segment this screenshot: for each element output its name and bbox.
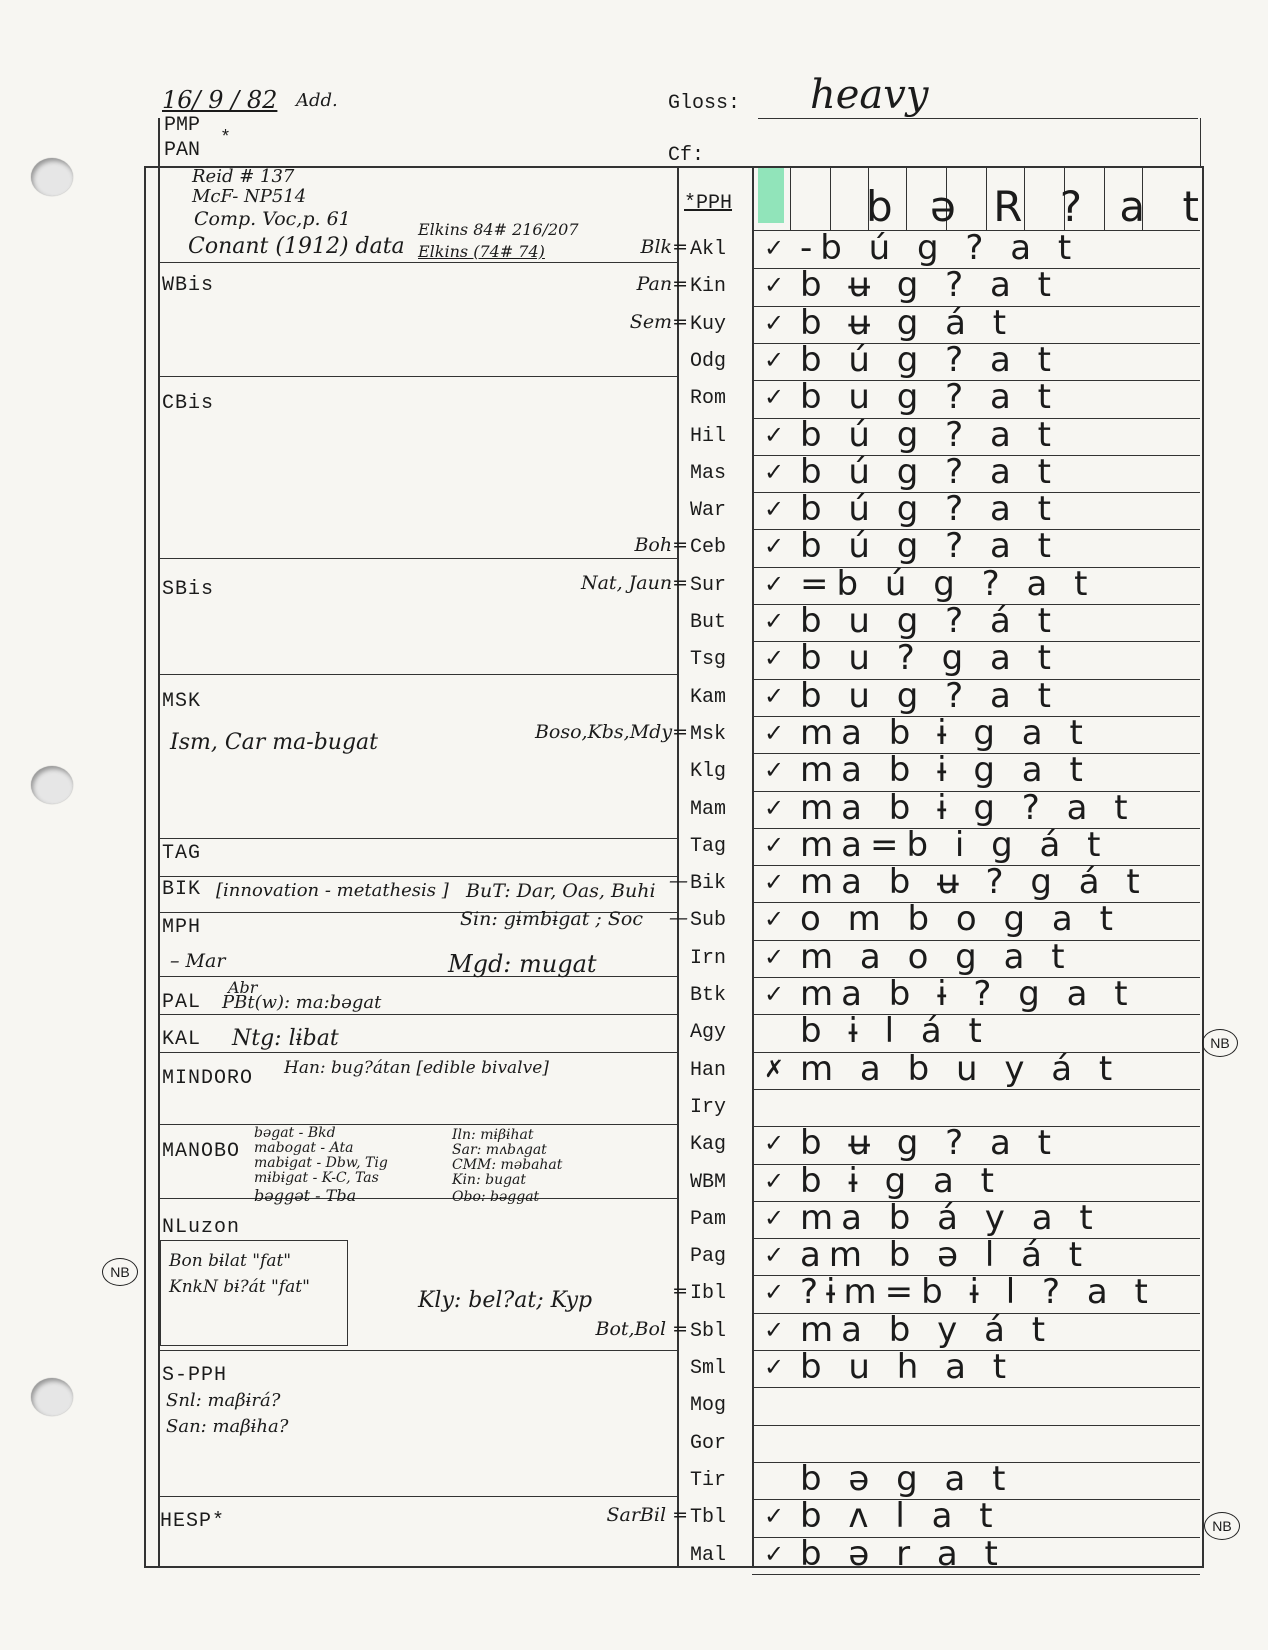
language-prefix: Pan= <box>636 273 688 296</box>
reflex-form: ma b ɨ g a t <box>800 750 1091 791</box>
reflex-form: b ʉ g ? a t <box>800 265 1059 306</box>
binder-hole-middle <box>31 766 73 804</box>
check-mark: ✓ <box>764 1166 785 1195</box>
pan-label: PAN <box>164 139 201 162</box>
binder-hole-bottom <box>31 1378 73 1416</box>
reflex-form: ma b ɨ g a t <box>800 712 1091 753</box>
reflex-form: ma b ɨ g ? a t <box>800 787 1136 828</box>
grid-cell-divider <box>790 168 791 230</box>
gloss-value: heavy <box>810 72 929 118</box>
section-line <box>158 1496 678 1497</box>
reflex-form: b ʌ l a t <box>800 1496 1001 1537</box>
ref-mcf: McF- NP514 <box>192 186 307 207</box>
language-code: Mam <box>690 797 727 821</box>
check-mark: ✓ <box>764 942 785 971</box>
reflex-form: ma b á y a t <box>800 1197 1101 1238</box>
check-mark: ✓ <box>764 532 785 561</box>
ref-comp: Comp. Voc,p. 61 <box>194 208 351 230</box>
language-code: Kin <box>690 275 727 299</box>
section-cbis: CBis <box>162 392 215 415</box>
section-kal: KAL <box>162 1028 202 1051</box>
note-pal: PBt(w): ma:bəgat <box>222 992 382 1013</box>
manobo-right-item: Obo: bəggat <box>452 1189 540 1205</box>
language-code: Btk <box>690 984 727 1007</box>
check-mark: ✓ <box>764 1315 785 1344</box>
note-mar: – Mar <box>170 950 226 972</box>
language-prefix: Boh= <box>634 534 688 557</box>
binder-hole-top <box>31 158 73 196</box>
check-mark: ✓ <box>764 1241 785 1270</box>
check-mark: ✓ <box>764 830 785 859</box>
reflex-form: ma=b i g á t <box>800 824 1109 865</box>
language-code: Tag <box>690 834 727 858</box>
left-rule <box>158 118 160 1566</box>
note-abr: Abr <box>228 978 258 997</box>
language-code: Hil <box>690 424 727 448</box>
language-code: Sml <box>690 1357 727 1380</box>
language-code: Gor <box>690 1431 727 1455</box>
check-mark: ✓ <box>764 756 785 785</box>
section-line <box>158 1350 678 1351</box>
check-mark: ✓ <box>764 495 785 524</box>
check-mark: ✓ <box>764 1203 785 1232</box>
language-prefix: Blk= <box>640 236 688 258</box>
language-code: Sub <box>690 909 727 933</box>
reflex-form: b ʉ g ? a t <box>800 1123 1059 1164</box>
language-code: Tbl <box>690 1506 727 1530</box>
check-mark: ✓ <box>764 1278 785 1307</box>
check-mark: ✓ <box>764 868 785 897</box>
reflex-form: b ɨ g a t <box>800 1160 1003 1201</box>
section-line <box>158 1198 678 1199</box>
check-mark: ✗ <box>764 1054 785 1083</box>
note-kal: Ntg: lɨbat <box>232 1026 339 1051</box>
reflex-form: ma b ɨ ? g a t <box>800 974 1136 1014</box>
right-top-rule <box>1200 118 1201 166</box>
reflex-form: b u g ? á t <box>800 601 1059 641</box>
language-prefix: Nat, Jaun= <box>580 571 688 594</box>
note-ism: Ism, Car ma-bugat <box>170 730 378 755</box>
note-but: BuT: Dar, Oas, Buhi <box>466 880 656 902</box>
section-sbis: SBis <box>162 578 215 601</box>
section-tag: TAG <box>162 842 202 865</box>
section-mindoro: MINDORO <box>162 1067 254 1090</box>
check-mark: ✓ <box>764 905 785 934</box>
gloss-label: Gloss: <box>668 92 741 115</box>
check-mark: ✓ <box>764 345 785 374</box>
check-mark: ✓ <box>764 1539 785 1568</box>
language-code: Bik <box>690 872 727 896</box>
check-mark: ✓ <box>764 420 785 449</box>
check-mark: ✓ <box>764 1502 785 1531</box>
check-mark: ✓ <box>764 644 785 673</box>
reflex-form: -b ú g ? a t <box>800 228 1080 268</box>
manobo-left-item: bəgat - Bkd <box>254 1125 336 1141</box>
manobo-right-item: CMM: məbahat <box>452 1157 563 1173</box>
note-knkn: KnkN bɨ?át "fat" <box>169 1277 310 1297</box>
language-code: Agy <box>690 1021 727 1045</box>
note-bon: Bon bɨlat "fat" <box>169 1251 292 1271</box>
row-rule <box>752 1387 1200 1388</box>
note-san: San: maβɨha? <box>166 1416 289 1437</box>
check-mark: ✓ <box>764 718 785 747</box>
language-code: Mal <box>690 1543 727 1567</box>
proto-form: b ə R ? a t <box>866 182 1211 231</box>
note-sin: Sin: gɨmbɨgat ; Soc <box>460 908 643 930</box>
language-prefix: Bot,Bol = <box>595 1317 688 1340</box>
section-line <box>158 1014 678 1015</box>
manobo-right-item: Iln: mɨβɨhat <box>452 1127 534 1143</box>
language-code: Klg <box>690 760 727 784</box>
manobo-right-list <box>452 1128 562 1205</box>
check-mark: ✓ <box>764 1129 785 1158</box>
nb-marker-agy: NB <box>1202 1029 1238 1057</box>
section-line <box>158 838 678 839</box>
reflex-form: ?ɨm=b ɨ l ? a t <box>800 1272 1156 1313</box>
manobo-left-item: bəggət - Tba <box>254 1186 357 1205</box>
reflex-form: b u g ? a t <box>800 675 1059 716</box>
highlight-mark <box>758 168 784 223</box>
section-line <box>158 1052 678 1053</box>
ref-elkins-2: Elkins (74# 74) <box>418 242 545 261</box>
language-code: Rom <box>690 387 727 411</box>
language-code: Odg <box>690 349 727 373</box>
section-line <box>158 376 678 377</box>
section-pal: PAL <box>162 991 202 1014</box>
section-msk: MSK <box>162 690 202 713</box>
ref-conant: Conant (1912) data <box>188 234 405 259</box>
check-mark: ✓ <box>764 1353 785 1381</box>
language-code: Kag <box>690 1133 727 1157</box>
manobo-left-list <box>254 1126 388 1203</box>
manobo-right-item: Sar: mʌbʌgat <box>452 1142 547 1158</box>
section-line <box>158 558 678 559</box>
reflex-form: b ú g ? a t <box>800 414 1059 455</box>
reflex-form: ma b y á t <box>800 1309 1054 1350</box>
reflex-form: m a b u y á t <box>800 1048 1121 1089</box>
language-code: Pam <box>690 1207 727 1231</box>
language-code: War <box>690 499 727 523</box>
language-prefix: — <box>669 870 688 893</box>
row-rule <box>752 1425 1200 1426</box>
reflex-form: b ú g ? a t <box>800 339 1059 380</box>
check-mark: ✓ <box>764 234 785 262</box>
reflex-form: b u h a t <box>800 1347 1015 1387</box>
section-line <box>158 876 678 877</box>
reflex-form: b u ? g a t <box>800 638 1059 679</box>
language-code: Tir <box>690 1468 727 1492</box>
nb-marker-left: NB <box>102 1258 138 1286</box>
section-line <box>158 1124 678 1125</box>
ref-elkins-1: Elkins 84# 216/207 <box>418 220 579 239</box>
section-manobo: MANOBO <box>162 1140 241 1163</box>
note-bik-innovation: [innovation - metathesis ] <box>216 880 449 901</box>
reflex-form: b ɨ l á t <box>800 1011 990 1052</box>
reflex-form: b u g ? a t <box>800 377 1059 418</box>
gloss-underline <box>758 118 1198 119</box>
reflex-form: b ú g ? a t <box>800 526 1059 567</box>
ref-reid: Reid # 137 <box>192 166 295 187</box>
check-mark: ✓ <box>764 308 785 337</box>
language-prefix: — <box>669 907 688 930</box>
language-prefix: Boso,Kbs,Mdy= <box>534 720 688 743</box>
section-line <box>158 262 678 263</box>
section-line <box>158 674 678 675</box>
language-code: Kam <box>690 685 727 709</box>
row-rule <box>752 1089 1200 1090</box>
language-code: Iry <box>690 1095 727 1119</box>
reflex-form: b ə g a t <box>800 1458 1014 1499</box>
proto-label: *PPH <box>684 192 733 215</box>
check-mark: ✓ <box>764 383 785 412</box>
language-code: Mog <box>690 1394 727 1418</box>
date-note: Add. <box>296 90 338 111</box>
reflex-form: b ʉ g á t <box>800 302 1015 343</box>
reflex-form: b ú g ? a t <box>800 451 1059 492</box>
grid-cell-divider <box>830 168 831 230</box>
language-prefix: SarBil = <box>606 1504 688 1527</box>
reflex-form: am b ə l á t <box>800 1235 1091 1276</box>
reflex-form: b ú g ? a t <box>800 489 1059 530</box>
language-code: WBM <box>690 1170 727 1194</box>
reflex-form: =b ú g ? a t <box>800 563 1096 604</box>
note-snl: Snl: maβɨrá? <box>166 1390 281 1411</box>
reflex-form: m a o g a t <box>800 936 1073 977</box>
language-code: Ceb <box>690 536 727 560</box>
check-mark: ✓ <box>764 569 785 598</box>
language-code: Irn <box>690 946 727 970</box>
language-code: Akl <box>690 238 727 261</box>
manobo-left-item: mabogat - Ata <box>254 1140 354 1156</box>
pmp-label: PMP <box>164 114 201 137</box>
section-wbis: WBis <box>162 274 215 297</box>
check-mark: ✓ <box>764 793 785 822</box>
check-mark: ✓ <box>764 681 785 710</box>
language-code: But <box>690 611 727 634</box>
section-mph: MPH <box>162 916 202 939</box>
language-code: Sbl <box>690 1319 727 1343</box>
language-code: Pag <box>690 1245 727 1269</box>
language-code: Ibl <box>690 1282 727 1306</box>
manobo-left-item: mɨbɨgat - K-C, Tas <box>254 1170 379 1186</box>
language-prefix: Sem= <box>629 310 688 333</box>
reflex-form: ma b ʉ ? g á t <box>800 862 1148 903</box>
language-prefix: = <box>672 1280 688 1303</box>
language-code: Mas <box>690 461 727 485</box>
check-mark: ✓ <box>764 271 785 300</box>
nb-marker-tbl: NB <box>1204 1512 1240 1540</box>
date: 16/ 9 / 82 <box>162 86 278 114</box>
language-code: Tsg <box>690 648 727 672</box>
pmp-asterisk: * <box>222 126 230 146</box>
manobo-left-item: mabɨgat - Dbw, Tig <box>254 1155 388 1171</box>
section-spph: S-PPH <box>162 1364 228 1387</box>
language-code: Han <box>690 1058 727 1082</box>
section-bik: BIK <box>162 878 202 901</box>
section-hesp: HESP* <box>160 1510 226 1533</box>
section-nluzon: NLuzon <box>162 1216 241 1239</box>
language-code: Msk <box>690 722 727 746</box>
check-mark: ✓ <box>764 980 785 1008</box>
check-mark: ✓ <box>764 457 785 486</box>
reflex-form: b ə r a t <box>800 1533 1006 1574</box>
manobo-right-item: Kin: bugat <box>452 1172 527 1188</box>
reflex-form: o m b o g a t <box>800 899 1121 940</box>
note-mindoro: Han: bug?átan [edible bivalve] <box>284 1058 549 1078</box>
note-kly: Kly: bel?at; Kyp <box>418 1288 593 1313</box>
section-line <box>158 976 678 977</box>
note-mgd: Mgd: mugat <box>448 950 597 978</box>
language-code: Sur <box>690 573 727 597</box>
cf-label: Cf: <box>668 144 705 167</box>
check-mark: ✓ <box>764 607 785 635</box>
row-rule <box>752 1574 1200 1575</box>
nluzon-box <box>160 1240 348 1346</box>
language-code: Kuy <box>690 312 727 336</box>
